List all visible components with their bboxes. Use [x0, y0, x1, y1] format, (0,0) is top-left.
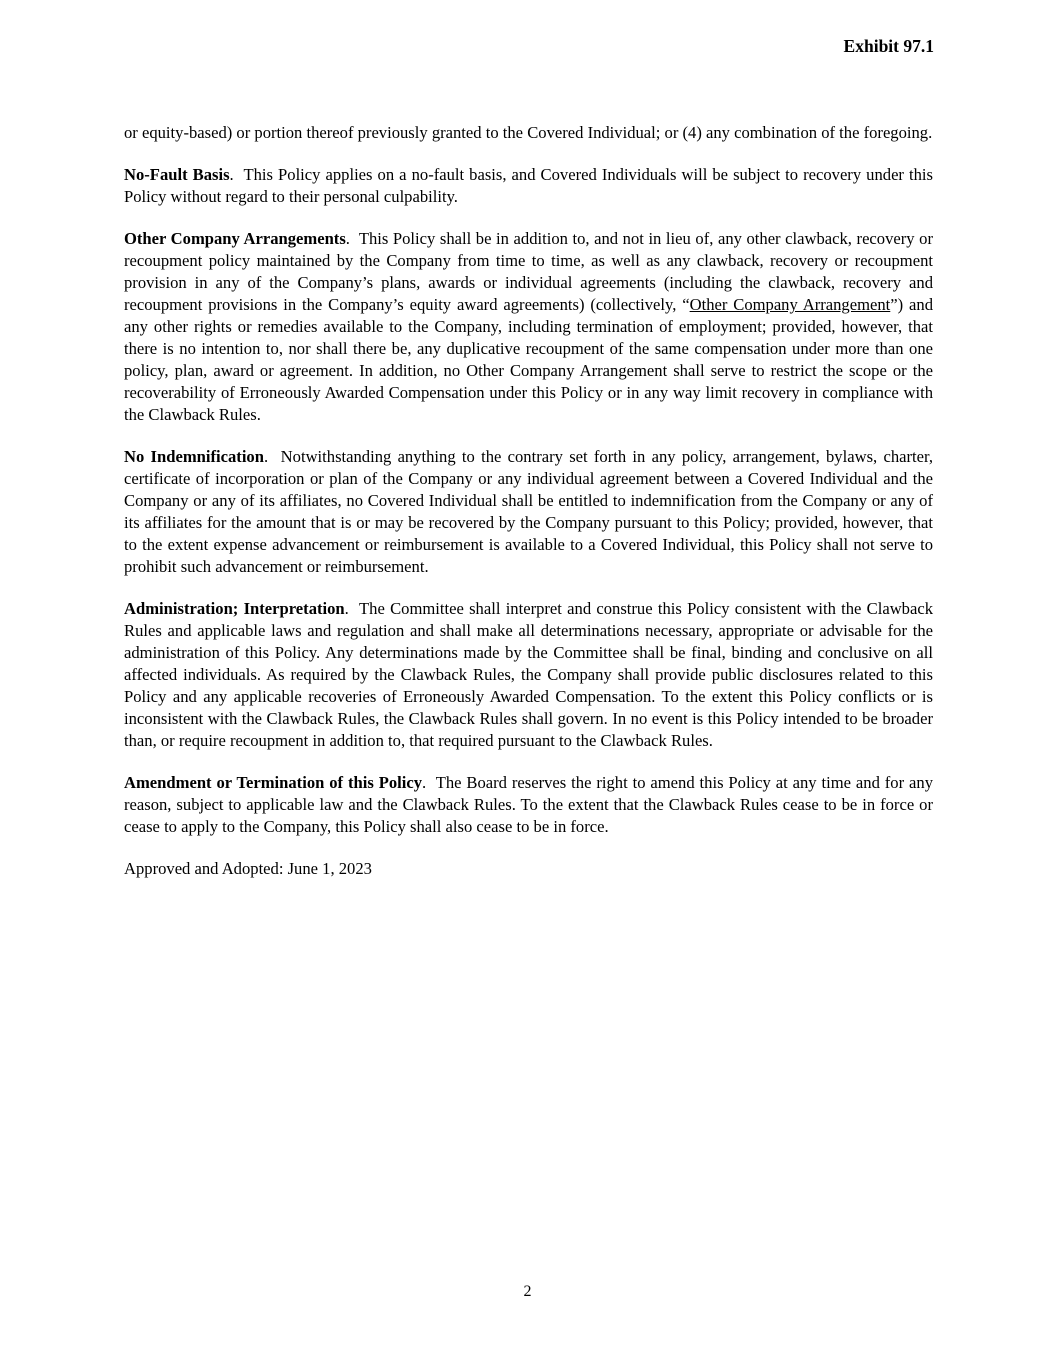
paragraph-text: The Committee shall interpret and construe this Policy consistent with the Clawback Rules and applicable laws and regulation and shall make all determinations necessary, appropriate or advisable for the administration of this Policy. Any determinations made by the Committee shall be final, binding and conclusive on all affected individuals. As required by the Clawback Rules, the Company shall provide public disclosures related to this Policy and any applicable recoveries of Erroneously Awarded Compensation. To the extent this Policy conflicts or is inconsistent with the Clawback Rules, the Clawback Rules shall govern. In no event is this Policy intended to be broader than, or require recoupment in addition to, that required pursuant to the Clawback Rules. — [124, 599, 934, 750]
paragraph-heading: Other Company Arrangements — [124, 229, 346, 248]
paragraph-no-fault-basis — [124, 164, 933, 208]
defined-term-underlined: Other Company Arrangement — [689, 295, 891, 314]
paragraph-heading: Amendment or Termination of this Policy — [124, 773, 423, 792]
paragraph-approved-adopted — [124, 858, 933, 880]
paragraph-amendment-termination — [124, 772, 933, 838]
heading-separator: . — [422, 773, 436, 792]
heading-separator: . — [344, 599, 360, 618]
paragraph-text: or equity-based) or portion thereof previously granted to the Covered Individual; or (4) any combination of the foregoing. — [124, 123, 933, 142]
paragraph-no-indemnification — [124, 446, 933, 578]
paragraph-continuation — [124, 122, 933, 144]
paragraph-text: ”) and any other rights or remedies available to the Company, including termination of employment; provided, however, that there is no intention to, nor shall there be, any duplicative recoupment of the same compensation under more than one policy, plan, award or agreement. In addition, no Other Company Arrangement shall serve to restrict the scope or the recoverability of Erroneously Awarded Compensation under this Policy or in any way limit recovery in compliance with the Clawback Rules. — [124, 295, 934, 424]
paragraph-heading: Administration; Interpretation — [124, 599, 345, 618]
paragraph-text: This Policy shall be in addition to, and not in lieu of, any other clawback, recovery or recoupment policy maintained by the Company from time to time, as well as any clawback, recovery or recoupment provision in any of the Company’s plans, awards or individual agreements (including the clawback, recovery and recoupment provisions in the Company’s equity award agreements) (collectively, “ — [124, 229, 933, 314]
heading-separator: . — [345, 229, 359, 248]
paragraph-other-company-arrangements — [124, 228, 933, 426]
paragraph-text: The Board reserves the right to amend this Policy at any time and for any reason, subject to applicable law and the Clawback Rules. To the extent that the Clawback Rules cease to be in force or cease to apply to the Company, this Policy shall also cease to be in force. — [124, 773, 933, 836]
paragraph-heading: No Indemnification — [124, 447, 264, 466]
heading-separator: . — [263, 447, 281, 466]
paragraph-text: Notwithstanding anything to the contrary set forth in any policy, arrangement, bylaws, charter, certificate of incorporation or plan of the Company or any individual agreement between a Covered Individual and the Company or any of its affiliates, no Covered Individual shall be entitled to indemnification from the Company or any of its affiliates for the amount that is or may be recovered by the Company pursuant to this Policy; provided, however, that to the extent expense advancement or reimbursement is available to a Covered Individual, this Policy shall not serve to prohibit such advancement or reimbursement. — [124, 447, 933, 576]
paragraph-text: Approved and Adopted: June 1, 2023 — [124, 859, 372, 878]
paragraph-text: This Policy applies on a no-fault basis, and Covered Individuals will be subject to recovery under this Policy without regard to their personal culpability. — [124, 165, 933, 206]
heading-separator: . — [229, 165, 244, 184]
page-number: 2 — [523, 1283, 532, 1300]
paragraph-administration-interpretation — [124, 598, 933, 752]
exhibit-label: Exhibit 97.1 — [843, 36, 934, 56]
document-body — [124, 122, 933, 900]
paragraph-heading: No-Fault Basis — [124, 165, 230, 184]
